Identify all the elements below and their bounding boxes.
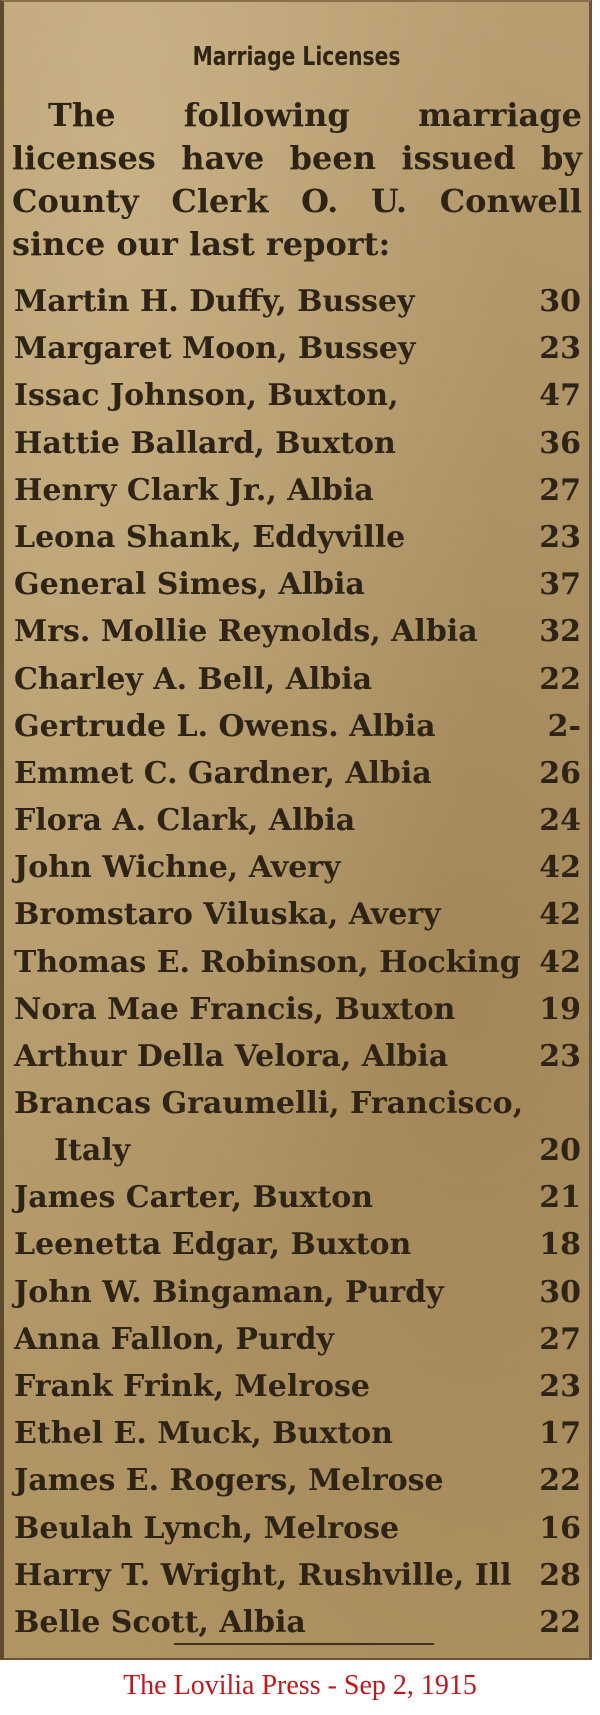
list-item [4, 1269, 589, 1316]
list-item [4, 750, 589, 797]
couple-name: Margaret Moon, Bussey [14, 331, 416, 367]
couple-name: Nora Mae Francis, Buxton [14, 991, 456, 1027]
list-item [4, 1316, 589, 1363]
list-item [4, 656, 589, 703]
list-item [4, 1221, 589, 1268]
list-item [4, 1457, 589, 1504]
age-value: 22 [539, 1463, 581, 1499]
article-intro [12, 94, 582, 266]
license-list [4, 278, 589, 1646]
couple-name-line2: Italy [54, 1133, 131, 1169]
couple-name: Issac Johnson, Buxton, [14, 378, 399, 414]
age-value: 36 [539, 425, 581, 461]
list-item [4, 278, 589, 325]
age-value: 22 [539, 1604, 581, 1640]
list-item [4, 467, 589, 514]
closing-rule [174, 1643, 434, 1645]
list-item [4, 514, 589, 561]
list-item [4, 1080, 589, 1174]
age-value: 23 [539, 1039, 581, 1074]
age-value: 27 [539, 1321, 581, 1357]
age-value: 20 [539, 1133, 581, 1169]
couple-name-line1: Brancas Graumelli, Francisco, [14, 1086, 524, 1122]
couple-name: James Carter, Buxton [14, 1180, 374, 1216]
list-item [4, 891, 589, 938]
age-value: 23 [539, 519, 581, 555]
list-item [4, 986, 589, 1033]
age-value: 47 [539, 378, 581, 414]
couple-name: John Wichne, Avery [14, 850, 341, 886]
couple-name: Harry T. Wright, Rushville, Ill [14, 1557, 512, 1593]
list-item [4, 325, 589, 372]
age-value: 16 [539, 1510, 581, 1546]
couple-name: Leona Shank, Eddyville [14, 519, 406, 555]
source-caption: The Lovilia Press - Sep 2, 1915 [123, 1670, 477, 1701]
age-value: 26 [539, 755, 581, 791]
couple-name: Emmet C. Gardner, Albia [14, 755, 432, 791]
list-item [4, 703, 589, 750]
couple-name: General Simes, Albia [14, 567, 365, 603]
list-item [4, 1410, 589, 1457]
age-value: 37 [539, 567, 581, 603]
couple-name: Gertrude L. Owens. Albia [14, 708, 436, 744]
age-value: 23 [539, 331, 581, 367]
couple-name: Arthur Della Velora, Albia [14, 1039, 449, 1074]
age-value: 42 [539, 850, 581, 886]
list-item [4, 561, 589, 608]
couple-name: Bromstaro Viluska, Avery [14, 897, 441, 933]
age-value: 28 [539, 1557, 581, 1593]
age-value: 30 [539, 1274, 581, 1310]
list-item [4, 1174, 589, 1221]
couple-name: Leenetta Edgar, Buxton [14, 1227, 412, 1263]
list-item [4, 844, 589, 891]
age-value: 42 [539, 897, 581, 933]
couple-name: James E. Rogers, Melrose [14, 1463, 444, 1499]
couple-name: Hattie Ballard, Buxton [14, 425, 396, 461]
couple-name: John W. Bingaman, Purdy [14, 1274, 444, 1310]
list-item [4, 1505, 589, 1552]
couple-name: Mrs. Mollie Reynolds, Albia [14, 614, 478, 650]
age-value: 22 [539, 661, 581, 697]
couple-name: Thomas E. Robinson, Hocking [14, 944, 521, 980]
list-item [4, 1552, 589, 1599]
couple-name: Anna Fallon, Purdy [14, 1321, 334, 1357]
couple-name: Henry Clark Jr., Albia [14, 472, 374, 508]
couple-name: Ethel E. Muck, Buxton [14, 1416, 393, 1452]
age-value: 27 [539, 472, 581, 508]
age-value: 21 [539, 1180, 581, 1216]
intro-indent [12, 96, 48, 134]
list-item [4, 372, 589, 419]
list-item [4, 939, 589, 986]
couple-name: Beulah Lynch, Melrose [14, 1510, 400, 1546]
article-heading: Marriage Licenses [192, 42, 401, 72]
list-item [4, 1033, 589, 1080]
list-item [4, 1363, 589, 1410]
age-value: 24 [539, 803, 581, 839]
age-value: 23 [539, 1368, 581, 1404]
list-item [4, 1599, 589, 1646]
intro-text: The following marriage licenses have been issued by County Clerk O. U. Conwell since our last report: [12, 96, 582, 263]
list-item [4, 420, 589, 467]
age-value: 42 [539, 944, 581, 980]
age-value: 17 [539, 1416, 581, 1452]
list-item [4, 608, 589, 655]
age-value: 30 [539, 284, 581, 319]
couple-name: Charley A. Bell, Albia [14, 661, 373, 697]
couple-name [14, 1080, 534, 1174]
couple-name: Flora A. Clark, Albia [14, 803, 356, 839]
age-value: 18 [539, 1227, 581, 1263]
age-value: 32 [539, 614, 581, 650]
couple-name: Belle Scott, Albia [14, 1604, 306, 1640]
couple-name: Martin H. Duffy, Bussey [14, 284, 415, 319]
age-value: 2- [547, 708, 581, 744]
couple-name: Frank Frink, Melrose [14, 1368, 371, 1404]
age-value: 19 [539, 991, 581, 1027]
list-item [4, 797, 589, 844]
